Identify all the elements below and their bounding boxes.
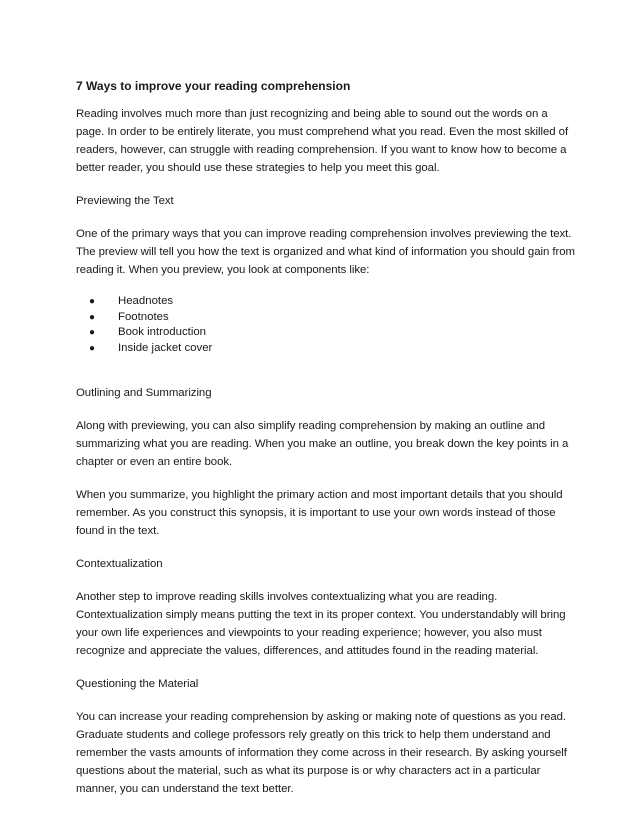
intro-paragraph: Reading involves much more than just recognizing and being able to sound out the words on a page. In order to be entirely literate, you must comprehend what you read. Even the most skilled of readers, however, can struggle with reading comprehension. If you want to know how to become a better reader, you should use these strategies to help you meet this goal. — [76, 108, 569, 174]
paragraph: When you summarize, you highlight the primary action and most important details that you should remember. As you construct this synopsis, it is important to use your own words instead of those found in the text. — [76, 489, 563, 537]
bullet-icon: ● — [89, 327, 96, 338]
section-heading-outlining: Outlining and Summarizing — [76, 387, 212, 399]
list-item: ● Headnotes — [89, 294, 578, 310]
bullet-icon: ● — [89, 296, 96, 307]
section-heading-previewing: Previewing the Text — [76, 195, 174, 207]
bullet-list — [76, 294, 578, 356]
list-item: ● Footnotes — [89, 310, 578, 326]
bullet-icon: ● — [89, 311, 96, 323]
section-heading-contextualization: Contextualization — [76, 558, 163, 570]
paragraph: Another step to improve reading skills involves contextualizing what you are reading. Contextualization simply means putting the text in its proper context. You understandably will bring your own life experiences and viewpoints to your reading experience; however, you also must recognize and appreciate the values, differences, and attitudes found in the reading material. — [76, 591, 566, 657]
document-title: 7 Ways to improve your reading comprehension — [76, 79, 351, 93]
section-heading-questioning: Questioning the Material — [76, 678, 199, 690]
list-item: ● Book introduction — [89, 325, 578, 341]
bullet-icon: ● — [89, 342, 96, 354]
list-item: ● Inside jacket cover — [89, 341, 578, 357]
paragraph: One of the primary ways that you can improve reading comprehension involves previewing the text. The preview will tell you how the text is organized and what kind of information you should gain from reading it. When you preview, you look at components like: — [76, 228, 575, 276]
paragraph: Along with previewing, you can also simplify reading comprehension by making an outline and summarizing what you are reading. When you make an outline, you break down the key points in a chapter or even an entire book. — [76, 420, 569, 468]
paragraph: You can increase your reading comprehension by asking or making note of questions as you read. Graduate students and college professors rely greatly on this trick to help them understand and remember the vasts amounts of information they come across in their research. By asking yourself questions about the material, such as what its purpose is or why characters act in a particular manner, you can understand the text better. — [76, 711, 567, 795]
